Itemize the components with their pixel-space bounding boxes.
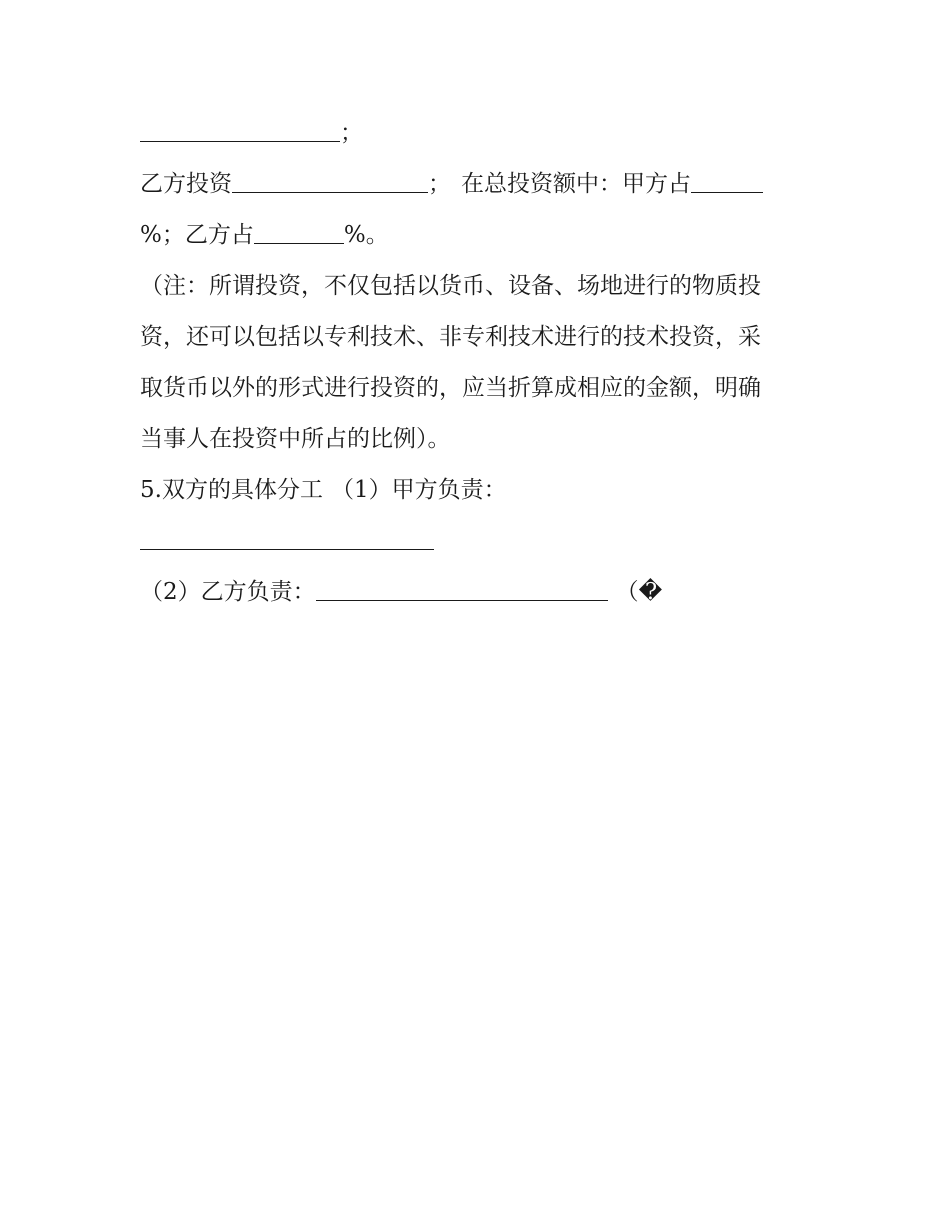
blank-field <box>316 576 608 601</box>
line-share <box>140 210 820 261</box>
section-5-heading <box>140 465 820 516</box>
item-1-blank-line <box>140 516 820 567</box>
note-line-2: 资，还可以包括以专利技术、非专利技术进行的技术投资，采 <box>140 324 761 350</box>
punct: ； <box>428 171 451 197</box>
document-body <box>140 108 820 618</box>
item-1-label: （1）甲方负责： <box>330 477 507 503</box>
line-1 <box>140 108 820 159</box>
blank-field <box>254 219 344 244</box>
note-line-3: 取货币以外的形式进行投资的，应当折算成相应的金额，明确 <box>140 375 761 401</box>
punct: ； <box>340 120 363 146</box>
line-party-b-investment <box>140 159 820 210</box>
label-party-b-investment: 乙方投资 <box>140 171 232 197</box>
blank-field <box>140 117 340 142</box>
item-2-line <box>140 567 820 618</box>
punct: %。 <box>343 222 389 248</box>
label-total-share: 在总投资额中：甲方占 <box>461 171 691 197</box>
blank-field <box>691 168 763 193</box>
item-2-tail: （� <box>615 579 663 605</box>
note-line-4: 当事人在投资中所占的比例）。 <box>140 426 451 452</box>
note-line-1: （注：所谓投资，不仅包括以货币、设备、场地进行的物质投 <box>140 273 761 299</box>
blank-field <box>140 525 434 550</box>
item-2-label: （2）乙方负责： <box>140 579 316 605</box>
section-5-title: 5.双方的具体分工 <box>140 477 323 503</box>
label-party-b-share: %；乙方占 <box>140 222 254 248</box>
blank-field <box>232 168 428 193</box>
